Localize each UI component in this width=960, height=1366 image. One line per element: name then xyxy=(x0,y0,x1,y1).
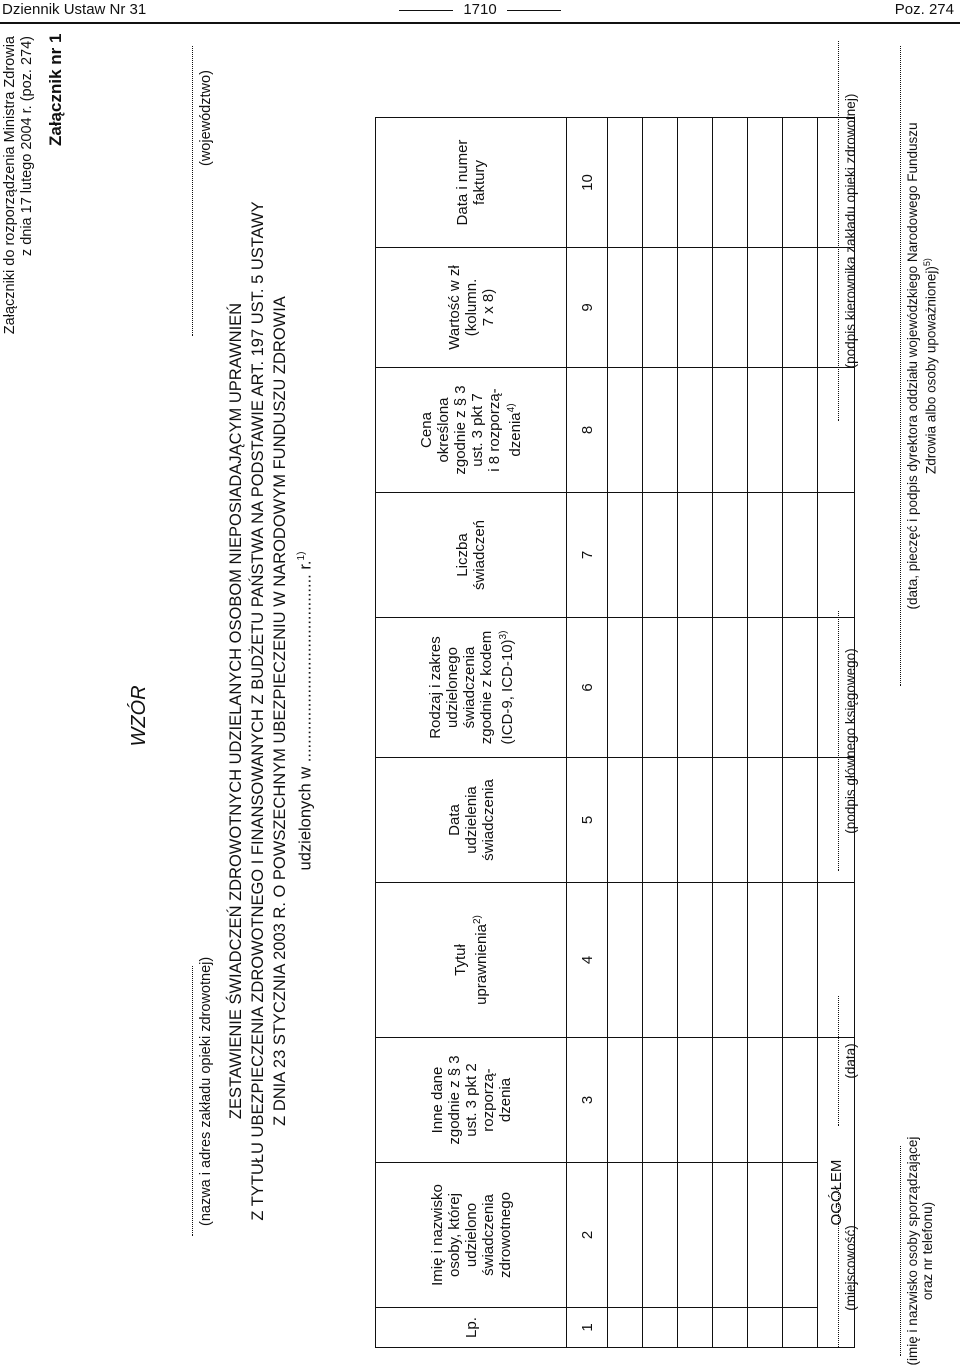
title-line-3: Z DNIA 23 STYCZNIA 2003 R. O POWSZECHNYM UBEZPIECZENIU W NARODOWYM FUNDUSZU ZDROWIA xyxy=(271,296,289,1126)
column-number: 8 xyxy=(567,368,608,493)
preparer-caption xyxy=(905,1136,935,1366)
header-cell-name xyxy=(376,1163,567,1308)
table-cell[interactable] xyxy=(818,493,855,618)
table-cell[interactable] xyxy=(678,1038,713,1163)
table-cell[interactable] xyxy=(678,758,713,883)
attachment-label: Załącznik nr 1 xyxy=(46,33,65,146)
header-text: Tytuł uprawnienia xyxy=(452,924,490,1005)
director-dotted-line xyxy=(838,41,839,421)
table-header-row xyxy=(376,118,567,1348)
table-cell[interactable] xyxy=(643,368,678,493)
table-cell[interactable] xyxy=(643,618,678,758)
nfz-caption xyxy=(905,46,939,686)
header-text: Cena określona zgodnie z § 3 ust. 3 pkt 7 i 8 rozporzą- dzenia xyxy=(418,385,524,475)
table-cell[interactable] xyxy=(678,368,713,493)
table-cell[interactable] xyxy=(748,758,783,883)
header-cell-entitlement xyxy=(376,883,567,1038)
table-cell[interactable] xyxy=(783,1308,818,1348)
table-cell[interactable] xyxy=(608,1038,643,1163)
total-label: OGÓŁEM xyxy=(818,1038,855,1348)
regulation-line-1: Załączniki do rozporządzenia Ministra Zdrowia xyxy=(2,36,18,335)
header-cell-count xyxy=(376,493,567,618)
page-number: 1710 xyxy=(463,1,497,18)
table-cell[interactable] xyxy=(713,248,748,368)
title-year-suffix: r. xyxy=(296,560,315,570)
column-number: 1 xyxy=(567,1308,608,1348)
table-cell[interactable] xyxy=(713,883,748,1038)
table-cell[interactable] xyxy=(643,1163,678,1308)
dash-left xyxy=(399,10,453,11)
column-number: 10 xyxy=(567,118,608,248)
director-caption: (podpis kierownika zakładu opieki zdrowotnej) xyxy=(843,93,858,369)
header-text: Inne dane zgodnie z § 3 ust. 3 pkt 2 rozporzą- dzenia xyxy=(428,1055,514,1145)
regulation-reference xyxy=(2,36,36,366)
form-page xyxy=(0,24,960,1366)
footnote-5-ref: 5) xyxy=(922,258,932,267)
table-cell[interactable] xyxy=(748,118,783,248)
accountant-dotted-line xyxy=(838,611,839,871)
table-row xyxy=(713,118,748,1348)
date-dotted-line xyxy=(838,996,839,1126)
services-table xyxy=(375,117,855,1348)
table-cell[interactable] xyxy=(783,1163,818,1308)
table-cell[interactable] xyxy=(748,368,783,493)
table-cell[interactable] xyxy=(608,618,643,758)
header-text: Data i numer faktury xyxy=(454,139,488,226)
preparer-caption-line-1: (imię i nazwisko osoby sporządzającej xyxy=(905,1136,920,1366)
table-cell[interactable] xyxy=(748,1163,783,1308)
rotated-form xyxy=(0,24,960,1366)
table-cell[interactable] xyxy=(608,248,643,368)
table-cell[interactable] xyxy=(643,1038,678,1163)
header-text: Data udzielenia świadczenia xyxy=(445,779,497,861)
column-number: 4 xyxy=(567,883,608,1038)
journal-title: Dziennik Ustaw Nr 31 xyxy=(2,1,147,18)
column-number: 5 xyxy=(567,758,608,883)
place-caption: (miejscowość) xyxy=(843,1225,858,1311)
table-cell[interactable] xyxy=(678,118,713,248)
table-cell[interactable] xyxy=(643,883,678,1038)
table-cell[interactable] xyxy=(678,1308,713,1348)
header-cell-other-data xyxy=(376,1038,567,1163)
table-cell[interactable] xyxy=(678,883,713,1038)
table-cell[interactable] xyxy=(643,118,678,248)
table-cell[interactable] xyxy=(783,758,818,883)
table-cell[interactable] xyxy=(748,1038,783,1163)
table-cell[interactable] xyxy=(783,883,818,1038)
table-cell[interactable] xyxy=(643,758,678,883)
position-number: Poz. 274 xyxy=(894,1,954,18)
voivodeship-dotted-line xyxy=(192,46,193,336)
place-dotted-line xyxy=(838,1188,839,1348)
header-text: Wartość w zł (kolumn. 7 x 8) xyxy=(445,265,497,350)
table-cell[interactable] xyxy=(678,618,713,758)
table-cell[interactable] xyxy=(713,618,748,758)
table-cell[interactable] xyxy=(608,1308,643,1348)
table-cell[interactable] xyxy=(713,1163,748,1308)
column-number-row xyxy=(567,118,608,1348)
nfz-caption-line-1: (data, pieczęć i podpis dyrektora oddziału wojewódzkiego Narodowego Funduszu xyxy=(905,122,920,610)
column-number: 3 xyxy=(567,1038,608,1163)
regulation-line-2: z dnia 17 lutego 2004 r. (poz. 274) xyxy=(19,36,35,257)
table-cell[interactable] xyxy=(608,1163,643,1308)
table-cell[interactable] xyxy=(713,758,748,883)
header-cell-invoice xyxy=(376,118,567,248)
table-cell[interactable] xyxy=(713,493,748,618)
table-cell[interactable] xyxy=(608,368,643,493)
table-cell[interactable] xyxy=(783,1038,818,1163)
column-number: 7 xyxy=(567,493,608,618)
header-text: Imię i nazwisko osoby, której udzielono świadczenia zdrowotnego xyxy=(428,1184,514,1286)
table-cell[interactable] xyxy=(608,118,643,248)
table-cell[interactable] xyxy=(783,618,818,758)
header-cell-service-type xyxy=(376,618,567,758)
nfz-dotted-line xyxy=(900,46,901,686)
title-line-2: Z TYTUŁU UBEZPIECZENIA ZDROWOTNEGO I FINANSOWANYCH Z BUDŻETU PAŃSTWA NA PODSTAWIE ART. 197 UST. 5 USTAWY xyxy=(249,201,267,1221)
title-line-1: ZESTAWIENIE ŚWIADCZEŃ ZDROWOTNYCH UDZIELANYCH OSOBOM NIEPOSIADAJĄCYM UPRAWNIEŃ xyxy=(227,302,245,1120)
page-header xyxy=(0,0,960,24)
header-cell-service-date xyxy=(376,758,567,883)
nfz-caption-line-2-text: Zdrowia albo osoby upoważnionej) xyxy=(923,266,939,474)
table-cell[interactable] xyxy=(748,1308,783,1348)
column-number: 6 xyxy=(567,618,608,758)
table-cell[interactable] xyxy=(748,248,783,368)
facility-caption: (nazwa i adres zakładu opieki zdrowotnej) xyxy=(198,956,214,1226)
table-cell[interactable] xyxy=(643,248,678,368)
table-cell[interactable] xyxy=(748,493,783,618)
header-text: Lp. xyxy=(462,1317,480,1338)
table-cell[interactable] xyxy=(783,493,818,618)
title-period-text: udzielonych w ......................................... xyxy=(296,574,315,871)
table-cell[interactable] xyxy=(713,118,748,248)
table-cell[interactable] xyxy=(643,1308,678,1348)
header-text: Liczba świadczeń xyxy=(454,519,488,591)
table-cell[interactable] xyxy=(748,883,783,1038)
table-row xyxy=(748,118,783,1348)
table-cell[interactable] xyxy=(748,618,783,758)
table-cell[interactable] xyxy=(678,248,713,368)
table-cell[interactable] xyxy=(783,368,818,493)
column-number: 2 xyxy=(567,1163,608,1308)
footnote-ref: 2) xyxy=(472,915,483,925)
date-caption: (data) xyxy=(843,1043,858,1079)
table-cell[interactable] xyxy=(783,248,818,368)
column-number: 9 xyxy=(567,248,608,368)
table-cell[interactable] xyxy=(643,493,678,618)
table-cell[interactable] xyxy=(783,118,818,248)
table-cell[interactable] xyxy=(713,368,748,493)
table-cell[interactable] xyxy=(608,493,643,618)
table-cell[interactable] xyxy=(678,1163,713,1308)
table-row xyxy=(608,118,643,1348)
footnote-ref: 3) xyxy=(497,630,509,640)
voivodeship-caption: (województwo) xyxy=(198,70,214,166)
title-line-4 xyxy=(291,186,317,1236)
table-cell[interactable] xyxy=(678,493,713,618)
facility-dotted-line xyxy=(192,966,193,1236)
header-cell-price xyxy=(376,368,567,493)
wzor-label: WZÓR xyxy=(128,685,150,747)
document-title xyxy=(225,186,317,1236)
table-row xyxy=(643,118,678,1348)
table-row xyxy=(678,118,713,1348)
dash-right xyxy=(507,10,561,11)
header-text: Rodzaj i zakres udzielonego świadczenia zgodnie z kodem (ICD-9, ICD-10) xyxy=(426,630,516,745)
page-number-wrap xyxy=(0,0,960,20)
preparer-caption-line-2: oraz nr telefonu) xyxy=(920,1201,935,1301)
table-row xyxy=(783,118,818,1348)
table-cell[interactable] xyxy=(713,1308,748,1348)
footnote-ref: 4) xyxy=(506,403,517,413)
preparer-dotted-line xyxy=(900,1146,901,1356)
table-cell[interactable] xyxy=(608,883,643,1038)
nfz-caption-line-2 xyxy=(920,46,939,686)
table-cell[interactable] xyxy=(608,758,643,883)
accountant-caption: (podpis głównego księgowego) xyxy=(843,648,858,834)
header-cell-lp xyxy=(376,1308,567,1348)
footnote-1-ref: 1) xyxy=(296,551,307,561)
table-cell[interactable] xyxy=(713,1038,748,1163)
header-cell-value xyxy=(376,248,567,368)
